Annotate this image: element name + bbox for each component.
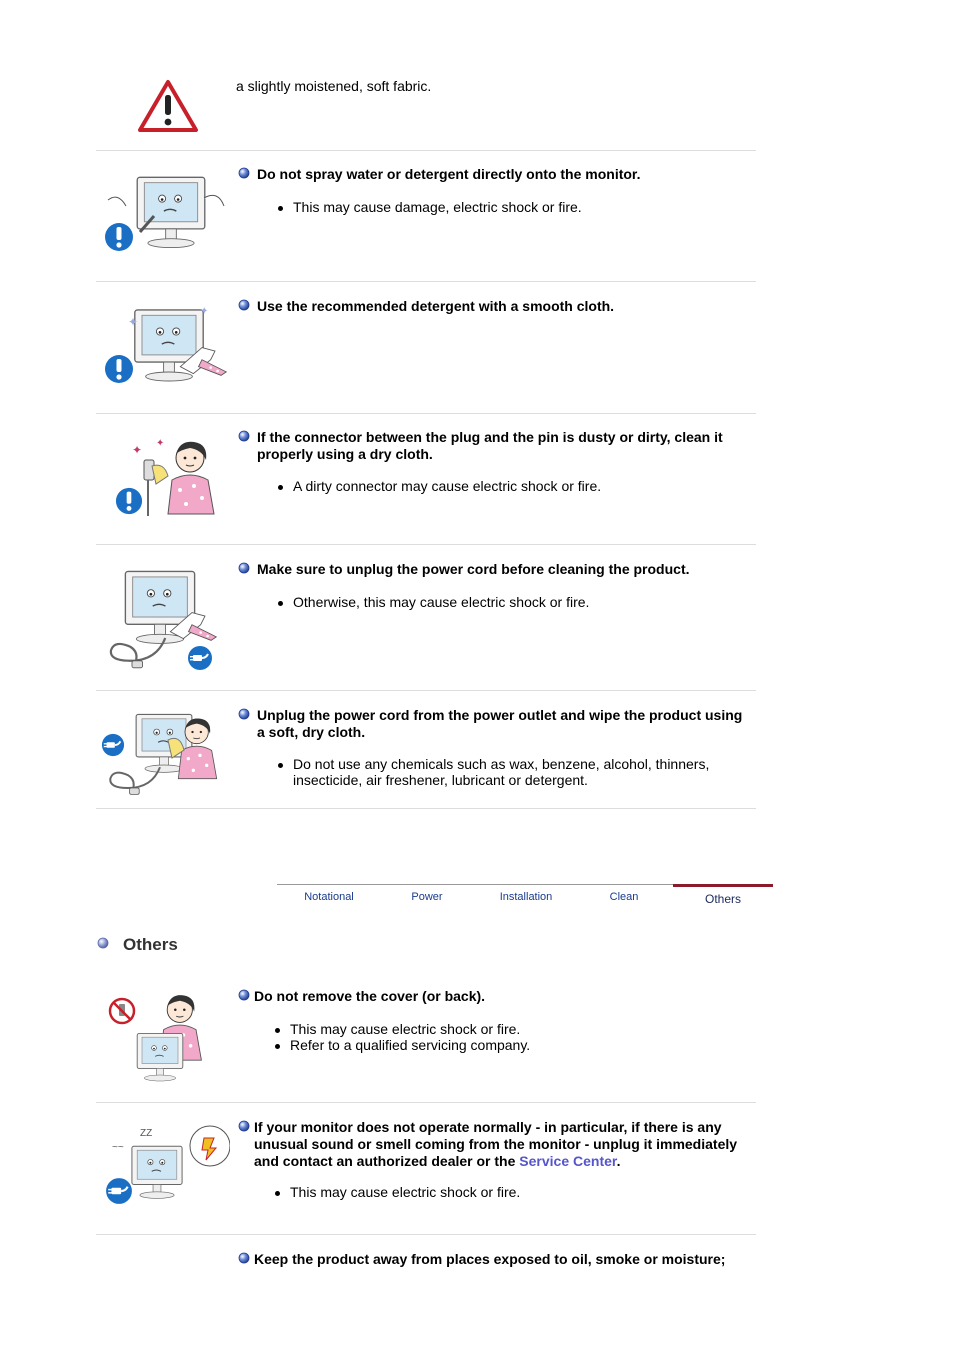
bullet-item: This may cause electric shock or fire. <box>274 1184 734 1200</box>
active-tab-indicator <box>673 884 773 887</box>
svg-text:✦: ✦ <box>132 443 143 457</box>
bullet-item: A dirty connector may cause electric shock or fire. <box>277 478 737 494</box>
row-divider <box>96 1234 756 1235</box>
row-divider <box>96 150 756 151</box>
tab-others[interactable]: Others <box>704 892 741 906</box>
svg-text:~~: ~~ <box>112 1142 124 1153</box>
item-heading: Make sure to unplug the power cord before cleaning the product. <box>257 561 690 577</box>
row-divider <box>96 808 756 809</box>
bullet-ball-icon <box>238 167 250 179</box>
svg-text:✦: ✦ <box>128 315 139 329</box>
unplug-icon <box>187 645 213 671</box>
bullet-ball-icon <box>238 430 250 442</box>
bullet-item: Do not use any chemicals such as wax, benzene, alcohol, thinners, insecticide, air freshener, lubricant or detergent. <box>277 756 737 788</box>
item-heading: Keep the product away from places exposed to oil, smoke or moisture; <box>254 1251 726 1267</box>
bullet-item: Otherwise, this may cause electric shock or fire. <box>277 594 737 610</box>
row-divider <box>96 1102 756 1103</box>
tab-clean[interactable]: Clean <box>609 891 639 903</box>
remove-cover-illustration <box>130 990 206 1084</box>
bullet-item: This may cause electric shock or fire. <box>274 1021 734 1037</box>
category-tabs <box>277 884 773 908</box>
bullet-ball-icon <box>238 1120 250 1132</box>
tab-installation[interactable]: Installation <box>499 891 553 903</box>
mandatory-icon <box>115 487 143 515</box>
item-heading: Do not remove the cover (or back). <box>254 988 486 1004</box>
unplug-icon <box>105 1177 133 1205</box>
tabs-baseline <box>277 884 673 885</box>
bullet-ball-icon <box>238 1252 250 1264</box>
svg-text:✦: ✦ <box>200 306 209 317</box>
row-divider <box>96 413 756 414</box>
heading-text: If your monitor does not operate normally - in particular, if there is any unusual sound or smell coming from the monitor - unplug it immediately and contact an authorized dealer or the <box>254 1119 738 1169</box>
bullet-ball-icon <box>238 708 250 720</box>
svg-text:ZZ: ZZ <box>140 1128 153 1139</box>
row-divider <box>96 690 756 691</box>
svg-text:✦: ✦ <box>156 438 165 449</box>
service-center-link[interactable]: Service Center <box>519 1153 617 1169</box>
item-bullets <box>274 1184 734 1200</box>
bullet-item: This may cause damage, electric shock or fire. <box>277 199 737 215</box>
tab-notational[interactable]: Notational <box>304 891 354 903</box>
detergent-cloth-illustration <box>120 302 228 388</box>
item-bullets <box>277 199 737 215</box>
warning-triangle-icon <box>137 79 199 133</box>
item-heading: Use the recommended detergent with a smooth cloth. <box>257 298 615 314</box>
heading-end: . <box>616 1153 621 1169</box>
tab-power[interactable]: Power <box>411 891 443 903</box>
item-heading: Unplug the power cord from the power outlet and wipe the product using a soft, dry cloth. <box>257 707 743 740</box>
unplug-icon <box>101 733 125 757</box>
bullet-item: Refer to a qualified servicing company. <box>274 1037 734 1053</box>
section-ball-icon <box>97 937 109 949</box>
row-divider <box>96 544 756 545</box>
item-heading <box>254 1119 759 1170</box>
mandatory-icon <box>104 222 134 252</box>
item-bullets <box>277 756 737 788</box>
intro-text: a slightly moistened, soft fabric. <box>236 78 432 94</box>
row-divider <box>96 281 756 282</box>
item-heading: If the connector between the plug and the pin is dusty or dirty, clean it properly using a dry cloth. <box>257 429 723 462</box>
item-bullets <box>274 1021 734 1053</box>
bullet-ball-icon <box>238 562 250 574</box>
item-bullets <box>277 594 737 610</box>
clean-connector-illustration <box>130 436 218 518</box>
item-heading: Do not spray water or detergent directly onto the monitor. <box>257 166 641 182</box>
mandatory-icon <box>104 354 134 384</box>
bullet-ball-icon <box>238 299 250 311</box>
section-title: Others <box>123 935 178 954</box>
item-bullets <box>277 478 737 494</box>
bullet-ball-icon <box>238 989 250 1001</box>
